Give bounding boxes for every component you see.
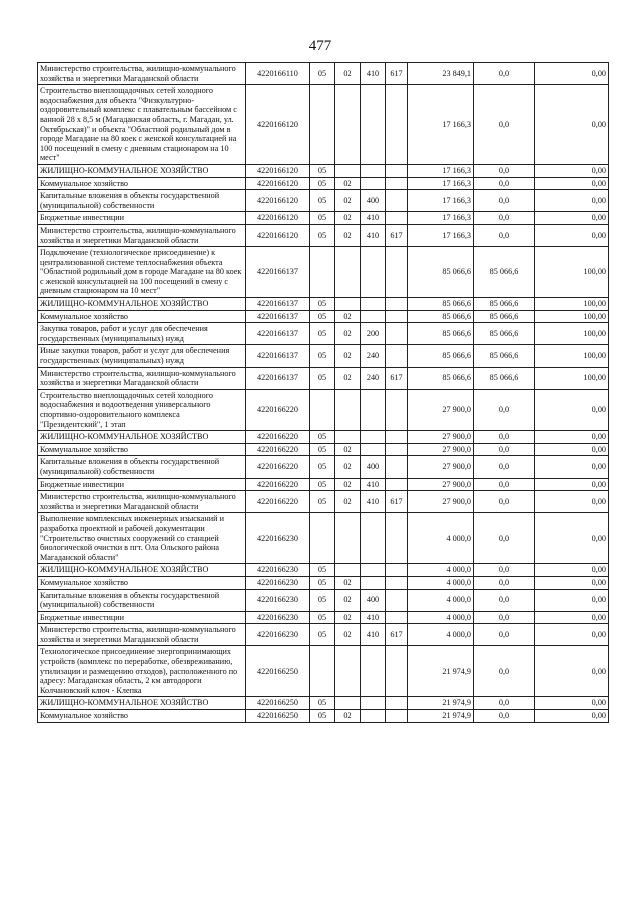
cell-subsection: 02 [335,224,361,246]
cell-executed: 0,0 [474,212,535,225]
cell-section [310,85,335,165]
cell-department [386,345,408,367]
cell-expense-type [361,177,386,190]
table-row [38,224,609,246]
cell-subsection: 02 [335,367,361,389]
cell-target-code: 4220166137 [246,323,310,345]
table-row [38,611,609,624]
cell-planned: 85 066,6 [408,247,474,298]
cell-executed: 0,0 [474,190,535,212]
cell-expense-type [361,697,386,710]
cell-percent: 0,00 [535,576,609,589]
table-row [38,478,609,491]
cell-target-code: 4220166220 [246,389,310,430]
table-row [38,164,609,177]
cell-section: 05 [310,310,335,323]
cell-section: 05 [310,443,335,456]
cell-target-code: 4220166137 [246,367,310,389]
cell-planned: 27 900,0 [408,443,474,456]
cell-subsection [335,298,361,311]
cell-percent: 0,00 [535,212,609,225]
cell-section: 05 [310,367,335,389]
cell-department [386,431,408,444]
table-row [38,624,609,646]
cell-target-code: 4220166230 [246,611,310,624]
cell-subsection [335,513,361,564]
cell-section: 05 [310,478,335,491]
cell-subsection: 02 [335,190,361,212]
cell-percent: 0,00 [535,177,609,190]
cell-department [386,646,408,697]
cell-subsection [335,389,361,430]
cell-percent: 0,00 [535,611,609,624]
table-row [38,247,609,298]
table-row [38,389,609,430]
cell-planned: 4 000,0 [408,564,474,577]
cell-expense-type [361,513,386,564]
cell-percent: 100,00 [535,345,609,367]
cell-subsection: 02 [335,212,361,225]
cell-planned: 85 066,6 [408,345,474,367]
cell-executed: 0,0 [474,478,535,491]
cell-target-code: 4220166137 [246,298,310,311]
cell-expense-type [361,576,386,589]
cell-department [386,323,408,345]
cell-executed: 0,0 [474,564,535,577]
cell-name: Закупка товаров, работ и услуг для обеспечения государственных (муниципальных) нужд [38,323,246,345]
table-row [38,367,609,389]
cell-expense-type: 240 [361,367,386,389]
cell-department [386,247,408,298]
cell-planned: 85 066,6 [408,298,474,311]
cell-target-code: 4220166120 [246,164,310,177]
cell-executed: 0,0 [474,624,535,646]
cell-name: Коммунальное хозяйство [38,576,246,589]
cell-target-code: 4220166110 [246,63,310,85]
cell-executed: 0,0 [474,589,535,611]
cell-target-code: 4220166220 [246,443,310,456]
cell-name: Иные закупки товаров, работ и услуг для обеспечения государственных (муниципальных) нужд [38,345,246,367]
cell-target-code: 4220166120 [246,177,310,190]
cell-executed: 85 066,6 [474,247,535,298]
cell-subsection: 02 [335,611,361,624]
table-row [38,345,609,367]
cell-target-code: 4220166120 [246,85,310,165]
cell-percent: 0,00 [535,164,609,177]
cell-expense-type [361,564,386,577]
cell-department [386,456,408,478]
cell-section: 05 [310,164,335,177]
cell-name: Коммунальное хозяйство [38,177,246,190]
cell-target-code: 4220166120 [246,190,310,212]
cell-executed: 0,0 [474,63,535,85]
cell-planned: 85 066,6 [408,323,474,345]
cell-name: ЖИЛИЩНО-КОММУНАЛЬНОЕ ХОЗЯЙСТВО [38,431,246,444]
cell-section: 05 [310,224,335,246]
cell-subsection: 02 [335,63,361,85]
cell-section: 05 [310,298,335,311]
cell-percent: 0,00 [535,478,609,491]
cell-executed: 85 066,6 [474,345,535,367]
cell-expense-type: 410 [361,212,386,225]
cell-target-code: 4220166120 [246,224,310,246]
cell-subsection: 02 [335,710,361,723]
cell-subsection [335,85,361,165]
table-row [38,85,609,165]
cell-subsection [335,697,361,710]
cell-target-code: 4220166230 [246,513,310,564]
cell-expense-type [361,85,386,165]
cell-planned: 23 849,1 [408,63,474,85]
cell-name: ЖИЛИЩНО-КОММУНАЛЬНОЕ ХОЗЯЙСТВО [38,564,246,577]
cell-subsection [335,431,361,444]
cell-name: ЖИЛИЩНО-КОММУНАЛЬНОЕ ХОЗЯЙСТВО [38,697,246,710]
cell-name: Строительство внеплощадочных сетей холодного водоснабжения для объекта "Физкультурно-оздоровительный комплекс с плавательным бассейном с ванной 28 х 8,5 м (Магаданская область, г. Магадан, ул. Октябрьская)" и объекта "Областной родильный дом в городе Магадане на 80 коек с женской консультацией на 100 посещений в смену с дневным стационаром на 10 мест" [38,85,246,165]
cell-executed: 0,0 [474,611,535,624]
cell-department: 617 [386,63,408,85]
cell-executed: 0,0 [474,456,535,478]
cell-percent: 100,00 [535,310,609,323]
cell-executed: 85 066,6 [474,367,535,389]
cell-department [386,576,408,589]
cell-expense-type: 410 [361,624,386,646]
cell-percent: 0,00 [535,589,609,611]
cell-name: ЖИЛИЩНО-КОММУНАЛЬНОЕ ХОЗЯЙСТВО [38,298,246,311]
cell-target-code: 4220166220 [246,456,310,478]
cell-executed: 0,0 [474,431,535,444]
cell-percent: 0,00 [535,431,609,444]
cell-subsection [335,564,361,577]
cell-name: Капитальные вложения в объекты государственной (муниципальной) собственности [38,190,246,212]
cell-target-code: 4220166230 [246,589,310,611]
cell-subsection [335,164,361,177]
cell-department [386,190,408,212]
cell-department [386,697,408,710]
cell-target-code: 4220166137 [246,310,310,323]
cell-expense-type [361,298,386,311]
cell-subsection: 02 [335,177,361,190]
cell-expense-type: 200 [361,323,386,345]
cell-name: Подключение (технологическое присоединение) к централизованной системе теплоснабжения объекта "Областной родильный дом в городе Магадане на 80 коек с женской консультацией на 100 посещений в смену с дневным стационаром на 10 мест" [38,247,246,298]
cell-planned: 17 166,3 [408,164,474,177]
cell-percent: 0,00 [535,646,609,697]
cell-executed: 0,0 [474,443,535,456]
cell-percent: 0,00 [535,389,609,430]
cell-percent: 0,00 [535,491,609,513]
cell-department [386,589,408,611]
table-row [38,491,609,513]
table-row [38,697,609,710]
table-row [38,310,609,323]
cell-section [310,513,335,564]
cell-section: 05 [310,491,335,513]
cell-section: 05 [310,431,335,444]
cell-planned: 21 974,9 [408,697,474,710]
cell-executed: 0,0 [474,710,535,723]
table-row [38,443,609,456]
cell-planned: 27 900,0 [408,431,474,444]
cell-executed: 0,0 [474,646,535,697]
cell-department [386,389,408,430]
cell-expense-type [361,310,386,323]
cell-executed: 0,0 [474,576,535,589]
cell-department [386,177,408,190]
table-row [38,589,609,611]
cell-percent: 0,00 [535,513,609,564]
cell-subsection: 02 [335,456,361,478]
cell-department [386,212,408,225]
table-row [38,431,609,444]
cell-percent: 0,00 [535,224,609,246]
cell-planned: 4 000,0 [408,611,474,624]
cell-subsection: 02 [335,323,361,345]
cell-name: Бюджетные инвестиции [38,611,246,624]
cell-planned: 17 166,3 [408,212,474,225]
cell-department [386,564,408,577]
cell-expense-type: 400 [361,456,386,478]
cell-target-code: 4220166250 [246,646,310,697]
cell-section: 05 [310,710,335,723]
cell-executed: 0,0 [474,697,535,710]
cell-expense-type: 410 [361,491,386,513]
cell-subsection: 02 [335,589,361,611]
cell-name: Министерство строительства, жилищно-коммунального хозяйства и энергетики Магаданской области [38,624,246,646]
cell-target-code: 4220166230 [246,564,310,577]
table-row [38,513,609,564]
cell-expense-type [361,389,386,430]
cell-department [386,611,408,624]
cell-planned: 27 900,0 [408,478,474,491]
table-row [38,212,609,225]
cell-department [386,298,408,311]
cell-department [386,710,408,723]
cell-department [386,85,408,165]
cell-name: Бюджетные инвестиции [38,478,246,491]
table-row [38,646,609,697]
cell-target-code: 4220166250 [246,697,310,710]
cell-target-code: 4220166220 [246,478,310,491]
table-row [38,190,609,212]
cell-name: Капитальные вложения в объекты государственной (муниципальной) собственности [38,456,246,478]
cell-section: 05 [310,345,335,367]
table-row [38,298,609,311]
cell-target-code: 4220166120 [246,212,310,225]
cell-department [386,164,408,177]
cell-department [386,310,408,323]
cell-name: Министерство строительства, жилищно-коммунального хозяйства и энергетики Магаданской области [38,367,246,389]
cell-target-code: 4220166137 [246,345,310,367]
table-row [38,710,609,723]
cell-executed: 85 066,6 [474,310,535,323]
cell-department: 617 [386,624,408,646]
cell-executed: 0,0 [474,389,535,430]
cell-section: 05 [310,63,335,85]
cell-name: Коммунальное хозяйство [38,310,246,323]
cell-target-code: 4220166230 [246,576,310,589]
cell-section: 05 [310,177,335,190]
cell-section: 05 [310,624,335,646]
cell-planned: 4 000,0 [408,589,474,611]
cell-expense-type: 410 [361,63,386,85]
cell-expense-type: 400 [361,589,386,611]
cell-executed: 0,0 [474,491,535,513]
cell-planned: 85 066,6 [408,367,474,389]
cell-expense-type: 410 [361,224,386,246]
cell-section [310,646,335,697]
cell-subsection: 02 [335,491,361,513]
cell-percent: 0,00 [535,697,609,710]
table-row [38,576,609,589]
cell-subsection: 02 [335,345,361,367]
table-body [38,63,609,723]
cell-name: Министерство строительства, жилищно-коммунального хозяйства и энергетики Магаданской области [38,224,246,246]
cell-target-code: 4220166230 [246,624,310,646]
cell-planned: 27 900,0 [408,389,474,430]
cell-subsection: 02 [335,576,361,589]
cell-executed: 85 066,6 [474,323,535,345]
cell-section [310,389,335,430]
cell-target-code: 4220166137 [246,247,310,298]
cell-expense-type [361,247,386,298]
cell-planned: 4 000,0 [408,576,474,589]
cell-expense-type [361,646,386,697]
cell-name: Технологическое присоединение энергопринимающих устройств (комплекс по переработке, обезвреживанию, утилизации и размещению отходов), расположенного по адресу: Магаданская область, 2 км автодороги Колчановский ключ - Клепка [38,646,246,697]
cell-subsection [335,247,361,298]
table-row [38,564,609,577]
cell-planned: 4 000,0 [408,513,474,564]
cell-expense-type: 240 [361,345,386,367]
cell-section [310,247,335,298]
table-row [38,63,609,85]
cell-section: 05 [310,212,335,225]
cell-subsection: 02 [335,310,361,323]
page-number: 477 [308,38,332,54]
cell-department [386,478,408,491]
cell-department: 617 [386,367,408,389]
cell-subsection: 02 [335,478,361,491]
cell-name: ЖИЛИЩНО-КОММУНАЛЬНОЕ ХОЗЯЙСТВО [38,164,246,177]
cell-percent: 100,00 [535,298,609,311]
cell-expense-type: 400 [361,190,386,212]
cell-percent: 0,00 [535,710,609,723]
cell-name: Выполнение комплексных инженерных изысканий и разработка проектной и рабочей документации "Строительство очистных сооружений со станцией биологической очистки в пгт. Ола Ольского района Магаданской области" [38,513,246,564]
table-row [38,177,609,190]
cell-target-code: 4220166220 [246,431,310,444]
cell-name: Капитальные вложения в объекты государственной (муниципальной) собственности [38,589,246,611]
cell-section: 05 [310,576,335,589]
cell-planned: 17 166,3 [408,224,474,246]
cell-planned: 17 166,3 [408,85,474,165]
cell-section: 05 [310,589,335,611]
cell-name: Коммунальное хозяйство [38,710,246,723]
budget-table [37,62,609,723]
cell-executed: 85 066,6 [474,298,535,311]
cell-percent: 0,00 [535,624,609,646]
cell-section: 05 [310,564,335,577]
cell-department: 617 [386,224,408,246]
cell-target-code: 4220166220 [246,491,310,513]
cell-section: 05 [310,697,335,710]
cell-section: 05 [310,323,335,345]
cell-expense-type [361,710,386,723]
cell-section: 05 [310,456,335,478]
cell-percent: 100,00 [535,367,609,389]
cell-subsection: 02 [335,443,361,456]
cell-name: Министерство строительства, жилищно-коммунального хозяйства и энергетики Магаданской области [38,491,246,513]
cell-percent: 100,00 [535,247,609,298]
cell-expense-type [361,431,386,444]
cell-department: 617 [386,491,408,513]
cell-executed: 0,0 [474,513,535,564]
cell-department [386,513,408,564]
cell-name: Министерство строительства, жилищно-коммунального хозяйства и энергетики Магаданской области [38,63,246,85]
cell-expense-type: 410 [361,611,386,624]
cell-percent: 100,00 [535,323,609,345]
cell-planned: 27 900,0 [408,491,474,513]
cell-planned: 21 974,9 [408,646,474,697]
cell-planned: 17 166,3 [408,177,474,190]
cell-executed: 0,0 [474,85,535,165]
cell-executed: 0,0 [474,164,535,177]
cell-name: Коммунальное хозяйство [38,443,246,456]
cell-expense-type: 410 [361,478,386,491]
cell-executed: 0,0 [474,177,535,190]
cell-percent: 0,00 [535,85,609,165]
cell-section: 05 [310,611,335,624]
cell-planned: 17 166,3 [408,190,474,212]
cell-department [386,443,408,456]
cell-percent: 0,00 [535,443,609,456]
table-row [38,323,609,345]
cell-expense-type [361,164,386,177]
cell-planned: 85 066,6 [408,310,474,323]
cell-percent: 0,00 [535,456,609,478]
cell-planned: 4 000,0 [408,624,474,646]
cell-planned: 21 974,9 [408,710,474,723]
cell-subsection [335,646,361,697]
cell-percent: 0,00 [535,564,609,577]
cell-name: Бюджетные инвестиции [38,212,246,225]
cell-name: Строительство внеплощадочных сетей холодного водоснабжения и водоотведения универсального спортивно-оздоровительного комплекса "Президентский", 1 этап [38,389,246,430]
cell-planned: 27 900,0 [408,456,474,478]
cell-percent: 0,00 [535,63,609,85]
cell-subsection: 02 [335,624,361,646]
cell-target-code: 4220166250 [246,710,310,723]
cell-executed: 0,0 [474,224,535,246]
cell-percent: 0,00 [535,190,609,212]
table-row [38,456,609,478]
cell-expense-type [361,443,386,456]
cell-section: 05 [310,190,335,212]
